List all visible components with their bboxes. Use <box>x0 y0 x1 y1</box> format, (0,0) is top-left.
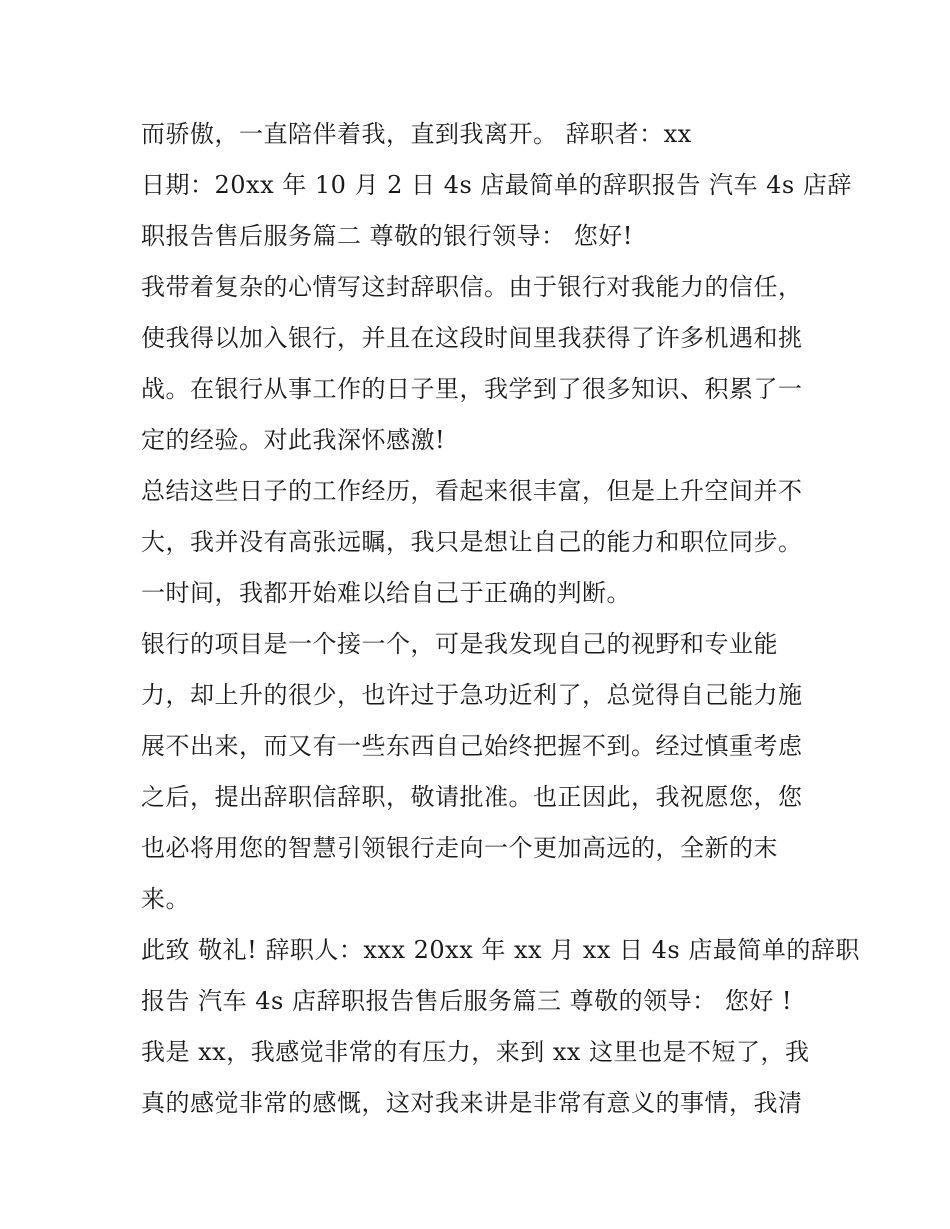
text-line-5: 使我得以加入银行，并且在这段时间里我获得了许多机遇和挑 <box>141 324 803 352</box>
text-line-2: 日期：20xx 年 10 月 2 日 4s 店最简单的辞职报告 汽车 4s 店辞 <box>141 171 852 199</box>
text-line-6: 战。在银行从事工作的日子里，我学到了很多知识、积累了一 <box>141 375 803 403</box>
text-line-19: 我是 xx，我感觉非常的有压力，来到 xx 这里也是不短了，我 <box>141 1038 810 1066</box>
text-line-8: 总结这些日子的工作经历，看起来很丰富，但是上升空间并不 <box>141 477 803 505</box>
text-line-9: 大，我并没有高张远瞩，我只是想让自己的能力和职位同步。 <box>141 528 803 556</box>
text-line-1: 而骄傲，一直陪伴着我，直到我离开。 辞职者：xx <box>141 120 692 148</box>
text-line-11: 银行的项目是一个接一个，可是我发现自己的视野和专业能 <box>141 630 778 658</box>
text-line-20: 真的感觉非常的感慨，这对我来讲是非常有意义的事情，我清 <box>141 1089 803 1117</box>
text-line-13: 展不出来，而又有一些东西自己始终把握不到。经过慎重考虑 <box>141 732 803 760</box>
text-line-16: 来。 <box>141 885 190 913</box>
text-line-17: 此致 敬礼! 辞职人：xxx 20xx 年 xx 月 xx 日 4s 店最简单的辞职 <box>141 936 860 964</box>
text-line-7: 定的经验。对此我深怀感激! <box>141 426 446 454</box>
text-line-10: 一时间，我都开始难以给自己于正确的判断。 <box>141 579 631 607</box>
text-line-14: 之后，提出辞职信辞职，敬请批准。也正因此，我祝愿您，您 <box>141 783 803 811</box>
document-body <box>141 109 860 1129</box>
text-line-12: 力，却上升的很少，也许过于急功近利了，总觉得自己能力施 <box>141 681 803 709</box>
text-line-4: 我带着复杂的心情写这封辞职信。由于银行对我能力的信任， <box>141 273 803 301</box>
text-line-3: 职报告售后服务篇二 尊敬的银行领导： 您好! <box>141 222 633 250</box>
text-line-15: 也必将用您的智慧引领银行走向一个更加高远的，全新的末 <box>141 834 778 862</box>
text-line-18: 报告 汽车 4s 店辞职报告售后服务篇三 尊敬的领导： 您好 ! <box>141 987 793 1015</box>
